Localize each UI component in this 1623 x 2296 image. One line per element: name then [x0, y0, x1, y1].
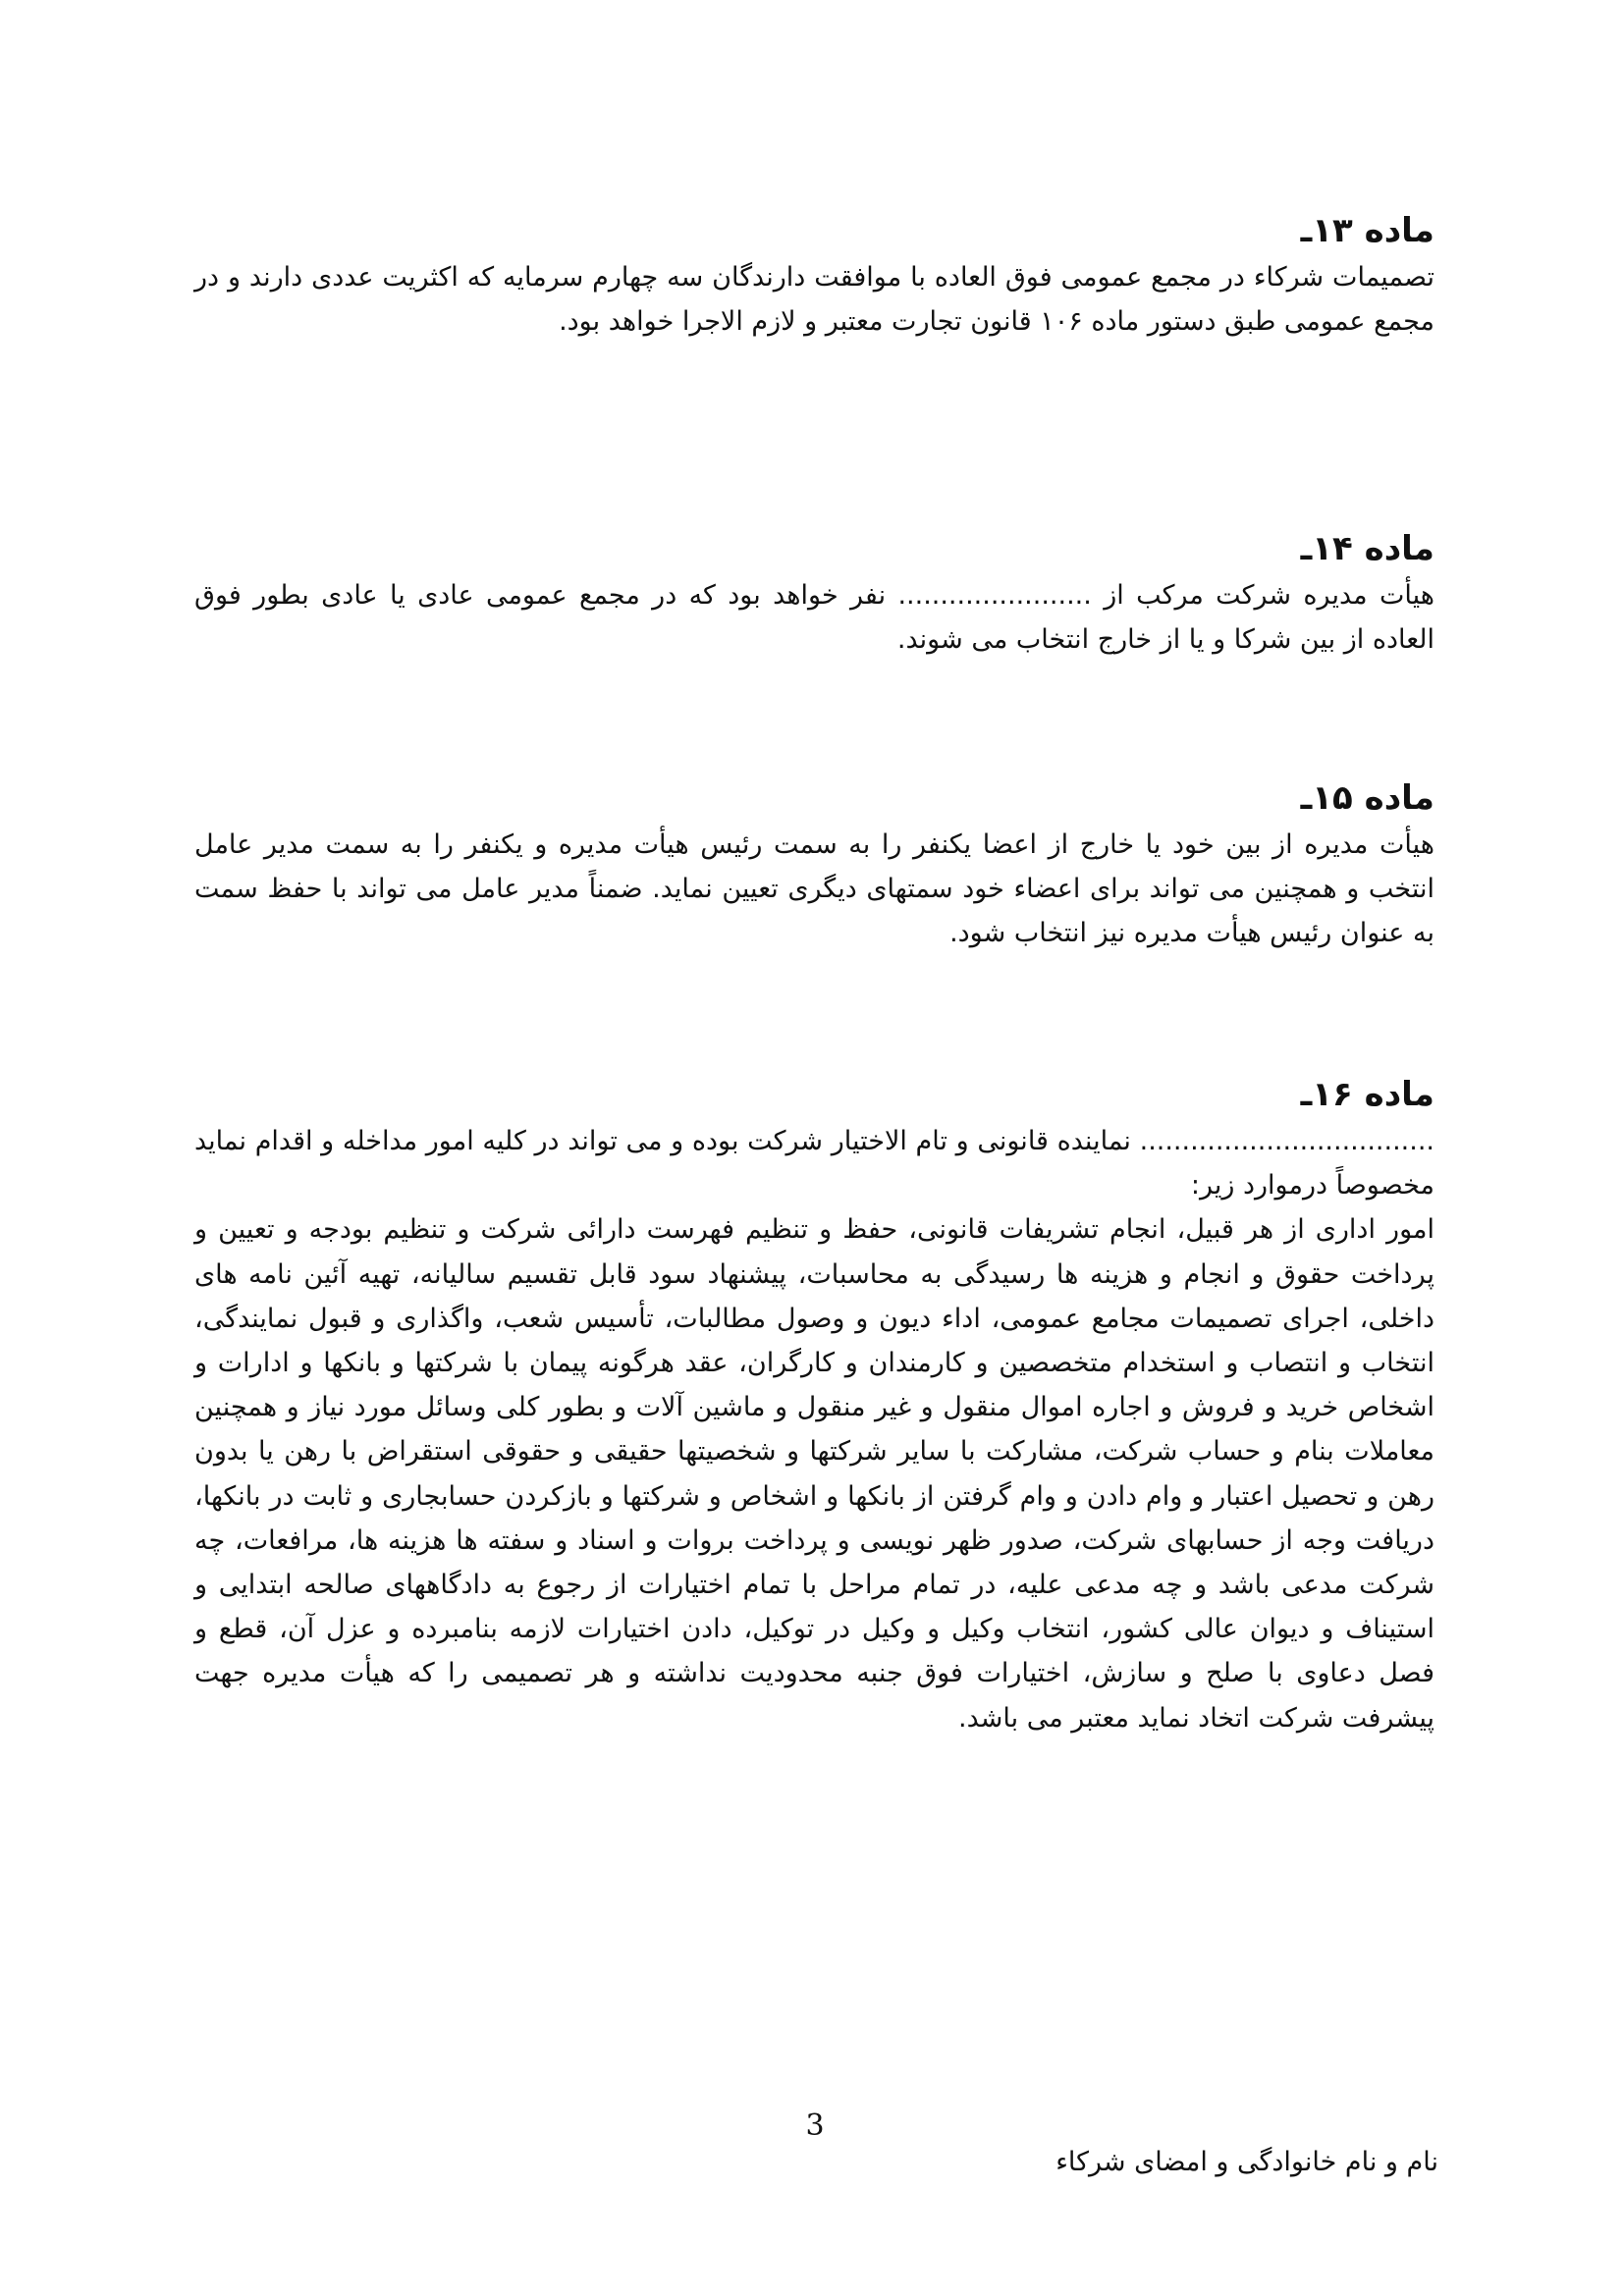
article-15 — [194, 774, 1434, 956]
article-heading: ماده ۱۶ـ — [1300, 1075, 1434, 1114]
article-heading: ماده ۱۵ـ — [1300, 778, 1434, 818]
article-heading: ماده ۱۳ـ — [1300, 211, 1434, 250]
article-16 — [194, 1070, 1434, 1740]
article-14 — [194, 524, 1434, 662]
page-number: 3 — [805, 2109, 825, 2143]
article-body — [194, 573, 1434, 662]
article-body — [194, 1119, 1434, 1740]
article-heading: ماده ۱۴ـ — [1300, 529, 1434, 568]
signature-label: نام و نام خانوادگی و امضای شرکاء — [1055, 2147, 1438, 2177]
article-paragraph: تصمیمات شرکاء در مجمع عمومی فوق العاده با موافقت دارندگان سه چهارم سرمایه که اکثریت عددی دارند و در مجمع عمومی طبق دستور ماده ۱۰۶ قانون تجارت معتبر و لازم الاجرا خواهد بود. — [194, 262, 1434, 338]
article-body — [194, 823, 1434, 956]
article-paragraph: امور اداری از هر قبیل، انجام تشریفات قانونی، حفظ و تنظیم فهرست دارائی شرکت و تنظیم بودجه و تعیین و پرداخت حقوق و انجام و هزینه ها رسیدگی به محاسبات، پیشنهاد سود قابل تقسیم سالیانه، تهیه آئین نامه های داخلی، اجرای تصمیمات مجامع عمومی، اداء دیون و وصول مطالبات، تأسیس شعب، واگذاری و قبول نمایندگی، انتخاب و انتصاب و استخدام متخصصین و کارمندان و کارگران، عقد هرگونه پیمان با شرکتها و بانکها و ادارات و اشخاص خرید و فروش و اجاره اموال منقول و غیر منقول و ماشین آلات و بطور کلی وسائل مورد نیاز و همچنین معاملات بنام و حساب شرکت، مشارکت با سایر شرکتها و شخصیتها حقیقی و حقوقی استقراض با رهن یا بدون رهن و تحصیل اعتبار و وام دادن و وام گرفتن از بانکها و اشخاص و شرکتها و بازکردن حسابجاری و ثابت در بانکها، دریافت وجه از حسابهای شرکت، صدور ظهر نویسی و پرداخت بروات و اسناد و سفته ها هزینه ها، مرافعات، چه شرکت مدعی باشد و چه مدعی علیه، در تمام مراحل با تمام اختیارات از رجوع به دادگاههای صالحه ابتدایی و استیناف و دیوان عالی کشور، انتخاب وکیل و وکیل در توکیل، دادن اختیارات لازمه بنامبرده و عزل آن، قطع و فصل دعاوی با صلح و سازش، اختیارات فوق جنبه محدودیت نداشته و هر تصمیمی را که هیأت مدیره جهت پیشرفت شرکت اتخاد نماید معتبر می باشد. — [194, 1214, 1434, 1734]
article-paragraph: هیأت مدیره شرکت مرکب از ....................... نفر خواهد بود که در مجمع عمومی عادی یا عادی بطور فوق العاده از بین شرکا و یا از خارج انتخاب می شوند. — [194, 580, 1434, 656]
article-body — [194, 255, 1434, 344]
article-paragraph: ................................... نماینده قانونی و تام الاختیار شرکت بوده و می تواند در کلیه امور مداخله و اقدام نماید مخصوصاً درموارد زیر: — [194, 1126, 1434, 1201]
article-13 — [194, 206, 1434, 344]
article-paragraph: هیأت مدیره از بین خود یا خارج از اعضا یکنفر را به سمت رئیس هیأت مدیره و یکنفر را به سمت مدیر عامل انتخب و همچنین می تواند برای اعضاء خود سمتهای دیگری تعیین نماید. ضمناً مدیر عامل می تواند با حفظ سمت به عنوان رئیس هیأت مدیره نیز انتخاب شود. — [194, 829, 1434, 949]
